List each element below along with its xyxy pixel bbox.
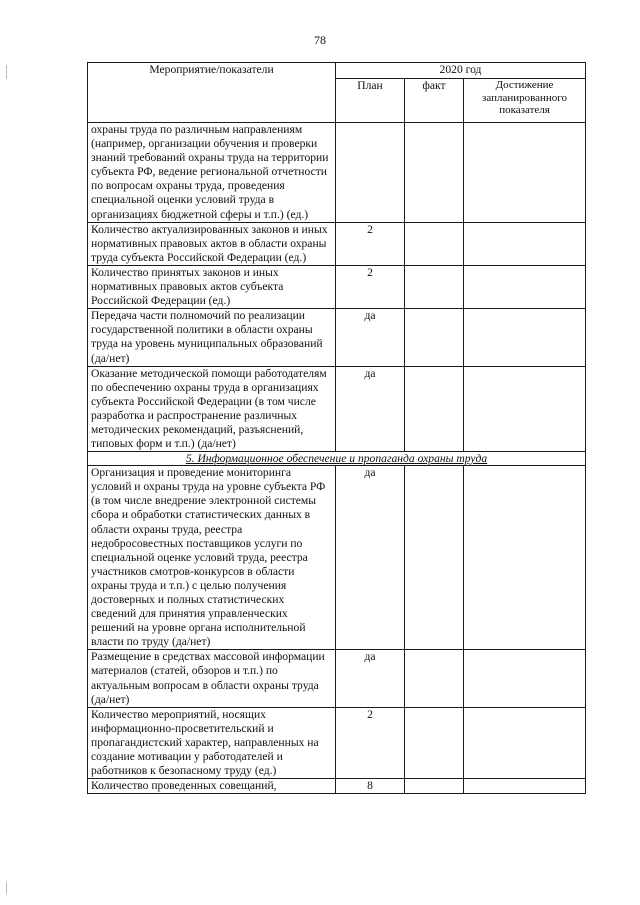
plan-cell [336,123,405,223]
achievement-cell [464,222,586,265]
table-row [88,222,586,265]
fact-cell [405,265,464,308]
table-row [88,650,586,707]
plan-cell: 2 [336,222,405,265]
section-heading: 5. Информационное обеспечение и пропаганда охраны труда [88,452,586,466]
table-body [88,123,586,794]
plan-cell: да [336,466,405,650]
fact-cell [405,466,464,650]
measure-cell: Количество актуализированных законов и иных нормативных правовых актов в области охраны труда субъекта Российской Федерации (ед.) [88,222,336,265]
table-header-row [88,63,586,79]
measure-cell: охраны труда по различным направлениям (например, организации обучения и проверки знаний требований охраны труда на территории субъекта РФ, ведение региональной отчетности по вопросам охраны труда, проведения специальной оценки условий труда в организациях бюджетной сферы и т.п.) (ед.) [88,123,336,223]
measure-cell: Количество проведенных совещаний, [88,779,336,794]
section-heading-row [88,452,586,466]
achievement-cell [464,123,586,223]
fact-cell [405,123,464,223]
plan-cell: да [336,309,405,366]
measure-cell: Размещение в средствах массовой информации материалов (статей, обзоров и т.п.) по актуальным вопросам в области охраны труда (да/нет) [88,650,336,707]
achievement-cell [464,707,586,778]
scan-margin-mark [6,882,7,894]
achievement-cell [464,466,586,650]
header-achievement: Достижение запланированного показателя [464,79,586,123]
measure-cell: Передача части полномочий по реализации государственной политики в области охраны труда на уровень муниципальных образований (да/нет) [88,309,336,366]
plan-cell: 8 [336,779,405,794]
measure-cell: Количество мероприятий, носящих информационно-просветительский и пропагандистский характер, направленных на создание мотивации у работодателей и работников к безопасному труду (ед.) [88,707,336,778]
achievement-cell [464,366,586,452]
header-plan: План [336,79,405,123]
achievement-cell [464,779,586,794]
fact-cell [405,222,464,265]
measure-cell: Организация и проведение мониторинга условий и охраны труда на уровне субъекта РФ (в том числе внедрение электронной системы сбора и обработки статистических данных в области охраны труда, реестра недобросовестных поставщиков услуги по специальной оценке условий труда, реестра участников смотров-конкурсов в области охраны труда и т.п.) с целью получения достоверных и полных статистических сведений для принятия управленческих решений на уровне органа исполнительной власти по труду (да/нет) [88,466,336,650]
plan-cell: 2 [336,707,405,778]
table-row [88,779,586,794]
fact-cell [405,309,464,366]
fact-cell [405,650,464,707]
table-row [88,123,586,223]
plan-cell: 2 [336,265,405,308]
table-row [88,366,586,452]
achievement-cell [464,265,586,308]
achievement-cell [464,650,586,707]
page-number: 78 [314,33,326,47]
header-measure: Мероприятие/показатели [88,63,336,123]
table-row [88,466,586,650]
table-row [88,707,586,778]
fact-cell [405,707,464,778]
plan-cell: да [336,366,405,452]
plan-cell: да [336,650,405,707]
table-row [88,309,586,366]
table-row [88,265,586,308]
fact-cell [405,779,464,794]
fact-cell [405,366,464,452]
header-year: 2020 год [336,63,586,79]
achievement-cell [464,309,586,366]
header-fact: факт [405,79,464,123]
scan-margin-mark [6,65,7,79]
measures-table [87,62,586,794]
measure-cell: Количество принятых законов и иных нормативных правовых актов субъекта Российской Федерации (ед.) [88,265,336,308]
measure-cell: Оказание методической помощи работодателям по обеспечению охраны труда в организациях субъекта Российской Федерации (в том числе разработка и распространение различных методических рекомендаций, разъяснений, типовых форм и т.п.) (да/нет) [88,366,336,452]
